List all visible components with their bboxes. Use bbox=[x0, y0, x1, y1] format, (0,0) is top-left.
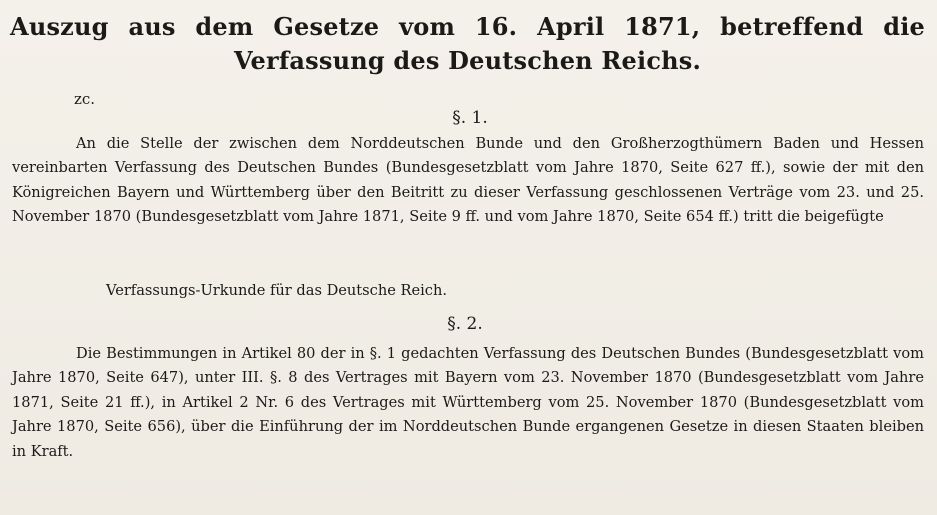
section-2-mark: §. 2. bbox=[447, 314, 483, 334]
section-2-text: Die Bestimmungen in Artikel 80 der in §. 1 gedachten Verfassung des Deutschen Bundes (Bundesgesetzblatt vom Jahre 1870, Seite 647), unter III. §. 8 des Vertrages mit Bayern vom 23. November 1870 (Bundesgesetzblatt vom Jahre 1871, Seite 21 ff.), in Artikel 2 Nr. 6 des Vertrages mit Württemberg vom 25. November 1870 (Bundesgesetzblatt vom Jahre 1870, Seite 656), über die Einführung der im Norddeutschen Bunde ergangenen Gesetze in diesen Staaten bleiben in Kraft. bbox=[12, 345, 924, 460]
etc-abbreviation: zc. bbox=[74, 90, 96, 108]
section-1-text: An die Stelle der zwischen dem Norddeutschen Bunde und den Großherzogthümern Baden und Hessen vereinbarten Verfassung des Deutschen Bundes (Bundesgesetzblatt vom Jahre 1870, Seite 627 ff.), sowie der mit den Königreichen Bayern und Württemberg über den Beitritt zu dieser Verfassung geschlossenen Verträge vom 23. und 25. November 1870 (Bundesgesetzblatt vom Jahre 1871, Seite 9 ff. und vom Jahre 1870, Seite 654 ff.) tritt die beigefügte bbox=[12, 135, 924, 226]
document-title: Auszug aus dem Gesetze vom 16. April 1871, betreffend die Verfassung des Deutschen Reichs. bbox=[10, 12, 925, 75]
section-1-continuation: Verfassungs-Urkunde für das Deutsche Reich. bbox=[106, 282, 448, 299]
section-1-mark: §. 1. bbox=[452, 108, 488, 128]
